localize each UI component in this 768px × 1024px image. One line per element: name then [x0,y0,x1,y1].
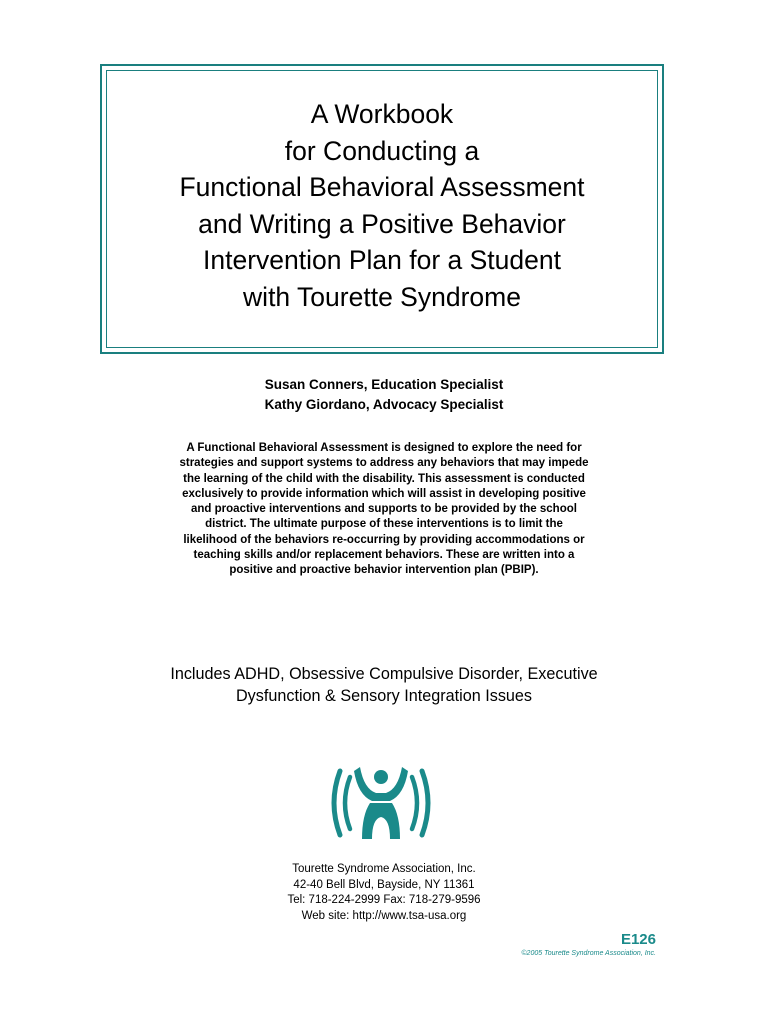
abstract-line: A Functional Behavioral Assessment is designed to explore the need for [186,442,582,454]
abstract-line: the learning of the child with the disability. This assessment is conducted [183,472,585,485]
abstract [0,441,768,579]
abstract-line: teaching skills and/or replacement behaviors. These are written into a [193,549,575,562]
abstract-line: likelihood of the behaviors re-occurring by providing accommodations or [183,533,585,546]
includes-line: Includes ADHD, Obsessive Compulsive Disorder, Executive [170,665,598,683]
title-line: A Workbook [310,99,454,129]
includes-line: Dysfunction & Sensory Integration Issues [235,687,533,705]
authors [0,375,768,414]
abstract-line: strategies and support systems to address any behaviors that may impede [179,457,589,470]
title-box [100,64,664,354]
abstract-line: and proactive interventions and supports to be provided by the school [191,503,577,516]
title-line: with Tourette Syndrome [243,281,521,312]
tsa-logo-icon [326,763,436,843]
organization-name: Tourette Syndrome Association, Inc. [292,863,476,875]
phone-fax: Tel: 718-224-2999 Fax: 718-279-9596 [287,894,481,906]
author-line: Kathy Giordano, Advocacy Specialist [264,396,504,412]
document-code: E126 [620,931,656,948]
abstract-line: exclusively to provide information which will assist in developing positive [182,487,586,500]
copyright-notice: ©2005 Tourette Syndrome Association, Inc. [521,950,656,957]
address: 42-40 Bell Blvd, Bayside, NY 11361 [293,878,475,891]
author-line: Susan Conners, Education Specialist [264,377,504,392]
title-line: Functional Behavioral Assessment [179,172,585,202]
title-line: Intervention Plan for a Student [203,245,561,275]
includes-note [0,663,768,707]
contact-info [0,862,768,924]
abstract-line: positive and proactive behavior intervention plan (PBIP). [229,564,539,577]
title-line: for Conducting a [284,135,480,166]
website: Web site: http://www.tsa-usa.org [301,909,467,922]
abstract-line: district. The ultimate purpose of these interventions is to limit the [205,518,563,531]
document-title [102,96,662,315]
title-line: and Writing a Positive Behavior [198,208,566,239]
